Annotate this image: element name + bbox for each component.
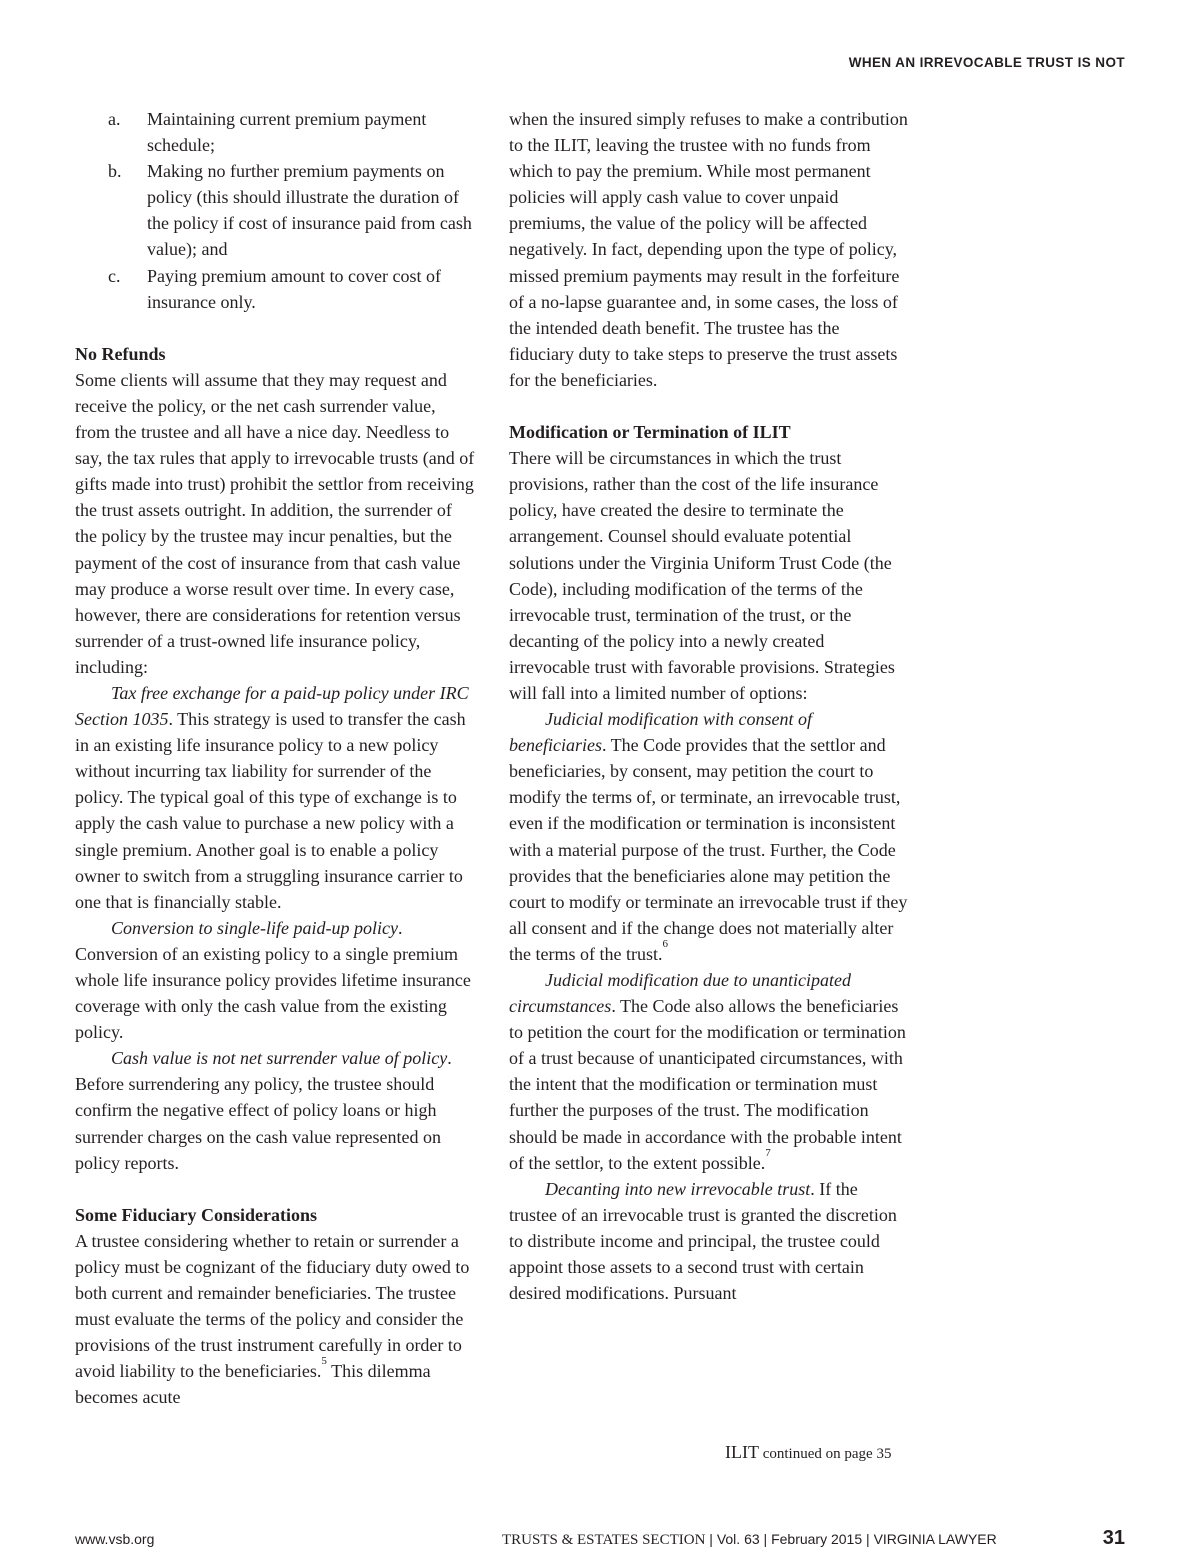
- paragraph-no-refunds: Some clients will assume that they may request and receive the policy, or the net cash surrender value, from the trustee and all have a nice day. Needless to say, the tax rules that apply to irrevocable trusts (and of gifts made into trust) prohibit the settlor from receiving the trust assets outright. In addition, the surrender of the policy by the trustee may incur penalties, but the payment of the cost of insurance from that cash value may produce a worse result over time. In every case, however, there are considerations for retention versus surrender of a trust-owned life insurance policy, including:: [75, 369, 475, 677]
- footer-separator: |: [705, 1531, 717, 1547]
- paragraph-cash-value: [75, 1045, 475, 1175]
- italic-lead: Cash value is not net surrender value of policy: [111, 1048, 448, 1069]
- italic-lead: Judicial modification due to unanticipated circumstances: [509, 970, 851, 1017]
- italic-lead: Judicial modification with consent of beneficiaries: [509, 709, 812, 756]
- footnote-ref-6[interactable]: 6: [662, 937, 668, 950]
- list-item: [75, 158, 475, 262]
- paragraph-decanting: [509, 1176, 909, 1306]
- left-column: [75, 106, 475, 1411]
- paragraph-text: . The Code also allows the beneficiaries to petition the court for the modification or termination of a trust because of unanticipated circumstances, with the intent that the modification or termination must further the purposes of the trust. The modification should be made in accordance with the probable intent of the settlor, to the extent possible.: [509, 996, 906, 1173]
- list-item-text: Making no further premium payments on policy (this should illustrate the duration of the policy if cost of insurance paid from cash value); and: [147, 161, 472, 260]
- paragraph-judicial-unanticipated: [509, 967, 909, 1176]
- running-header: WHEN AN IRREVOCABLE TRUST IS NOT: [848, 55, 1125, 70]
- continued-notice[interactable]: [725, 1442, 891, 1463]
- footnote-ref-7[interactable]: 7: [765, 1146, 771, 1159]
- italic-lead: Tax free exchange for a paid-up policy under IRC Section 1035: [75, 682, 469, 730]
- paragraph-fiduciary: [75, 1228, 475, 1411]
- footer-website-link[interactable]: www.vsb.org: [75, 1531, 155, 1547]
- paragraph-text: . If the trustee of an irrevocable trust is granted the discretion to distribute income and principal, the trustee could appoint those assets to a second trust with certain desired modifications. Pursuant: [509, 1178, 897, 1304]
- footer-date: February 2015: [771, 1531, 863, 1547]
- paragraph-continued: when the insured simply refuses to make a contribution to the ILIT, leaving the trustee with no funds from which to pay the premium. While most permanent policies will apply cash value to cover unpaid premiums, the value of the policy will be affected negatively. In fact, depending upon the type of policy, missed premium payments may result in the forfeiture of a no-lapse guarantee and, in some cases, the loss of the intended death benefit. The trustee has the fiduciary duty to take steps to preserve the trust assets for the beneficiaries.: [509, 109, 908, 390]
- section-heading-fiduciary: Some Fiduciary Considerations: [75, 1204, 318, 1225]
- footer-volume: Vol. 63: [716, 1531, 760, 1547]
- paragraph-text: . This strategy is used to transfer the cash in an existing life insurance policy to a new policy without incurring tax liability for surrender of the policy. The typical goal of this type of exchange is to apply the cash value to purchase a new policy with a single premium. Another goal is to enable a policy owner to switch from a struggling insurance carrier to one that is financially stable.: [75, 709, 466, 912]
- footer-publication: VIRGINIA LAWYER: [873, 1531, 997, 1547]
- paragraph-text: This dilemma becomes acute: [75, 1361, 431, 1408]
- paragraph-text: . Before surrendering any policy, the trustee should confirm the negative effect of policy loans or high surrender charges on the cash value represented on policy reports.: [75, 1048, 452, 1173]
- section-heading-modification: Modification or Termination of ILIT: [509, 422, 791, 443]
- page-number: 31: [1102, 1527, 1125, 1549]
- continued-text: continued on page 35: [758, 1446, 892, 1462]
- paragraph-judicial-consent: [509, 706, 909, 967]
- footnote-ref-5[interactable]: 5: [321, 1355, 327, 1368]
- paragraph-text: A trustee considering whether to retain or surrender a policy must be cognizant of the fiduciary duty owed to both current and remainder beneficiaries. The trustee must evaluate the terms of the policy and consider the provisions of the trust instrument carefully in order to avoid liability to the beneficiaries.: [75, 1230, 470, 1382]
- footer-publication-info: [502, 1531, 997, 1549]
- paragraph-tax-free-exchange: [75, 680, 475, 915]
- list-marker: c.: [108, 265, 121, 286]
- paragraph-text: . The Code provides that the settlor and beneficiaries, by consent, may petition the court to modify the terms of, or terminate, an irrevocable trust, even if the modification or termination is inconsistent with a material purpose of the trust. Further, the Code provides that the beneficiaries alone may petition the court to modify or terminate an irrevocable trust if they all consent and if the change does not materially alter the terms of the trust.: [509, 735, 908, 964]
- list-item-text: Paying premium amount to cover cost of insurance only.: [147, 265, 441, 312]
- paragraph-text: . Conversion of an existing policy to a single premium whole life insurance policy provides lifetime insurance coverage with only the cash value from the existing policy.: [75, 917, 471, 1043]
- right-column: [509, 106, 909, 1306]
- italic-lead: Decanting into new irrevocable trust: [545, 1178, 811, 1199]
- list-marker: b.: [108, 161, 122, 182]
- list-item: [75, 263, 475, 315]
- section-heading-no-refunds: No Refunds: [75, 343, 166, 364]
- paragraph-modification: There will be circumstances in which the trust provisions, rather than the cost of the life insurance policy, have created the desire to terminate the arrangement. Counsel should evaluate potential solutions under the Virginia Uniform Trust Code (the Code), including modification of the terms of the irrevocable trust, termination of the trust, or the decanting of the policy into a newly created irrevocable trust with favorable provisions. Strategies will fall into a limited number of options:: [509, 448, 895, 703]
- list-marker: a.: [108, 109, 121, 129]
- footer-section: TRUSTS & ESTATES SECTION: [502, 1532, 706, 1548]
- footer-separator: |: [862, 1531, 874, 1547]
- list-item-text: Maintaining current premium payment schedule;: [147, 109, 427, 156]
- italic-lead: Conversion to single-life paid-up policy: [111, 917, 398, 938]
- continued-label: ILIT: [725, 1442, 759, 1462]
- paragraph-conversion: [75, 915, 475, 1045]
- list-item: [75, 106, 475, 158]
- footer-separator: |: [759, 1531, 772, 1547]
